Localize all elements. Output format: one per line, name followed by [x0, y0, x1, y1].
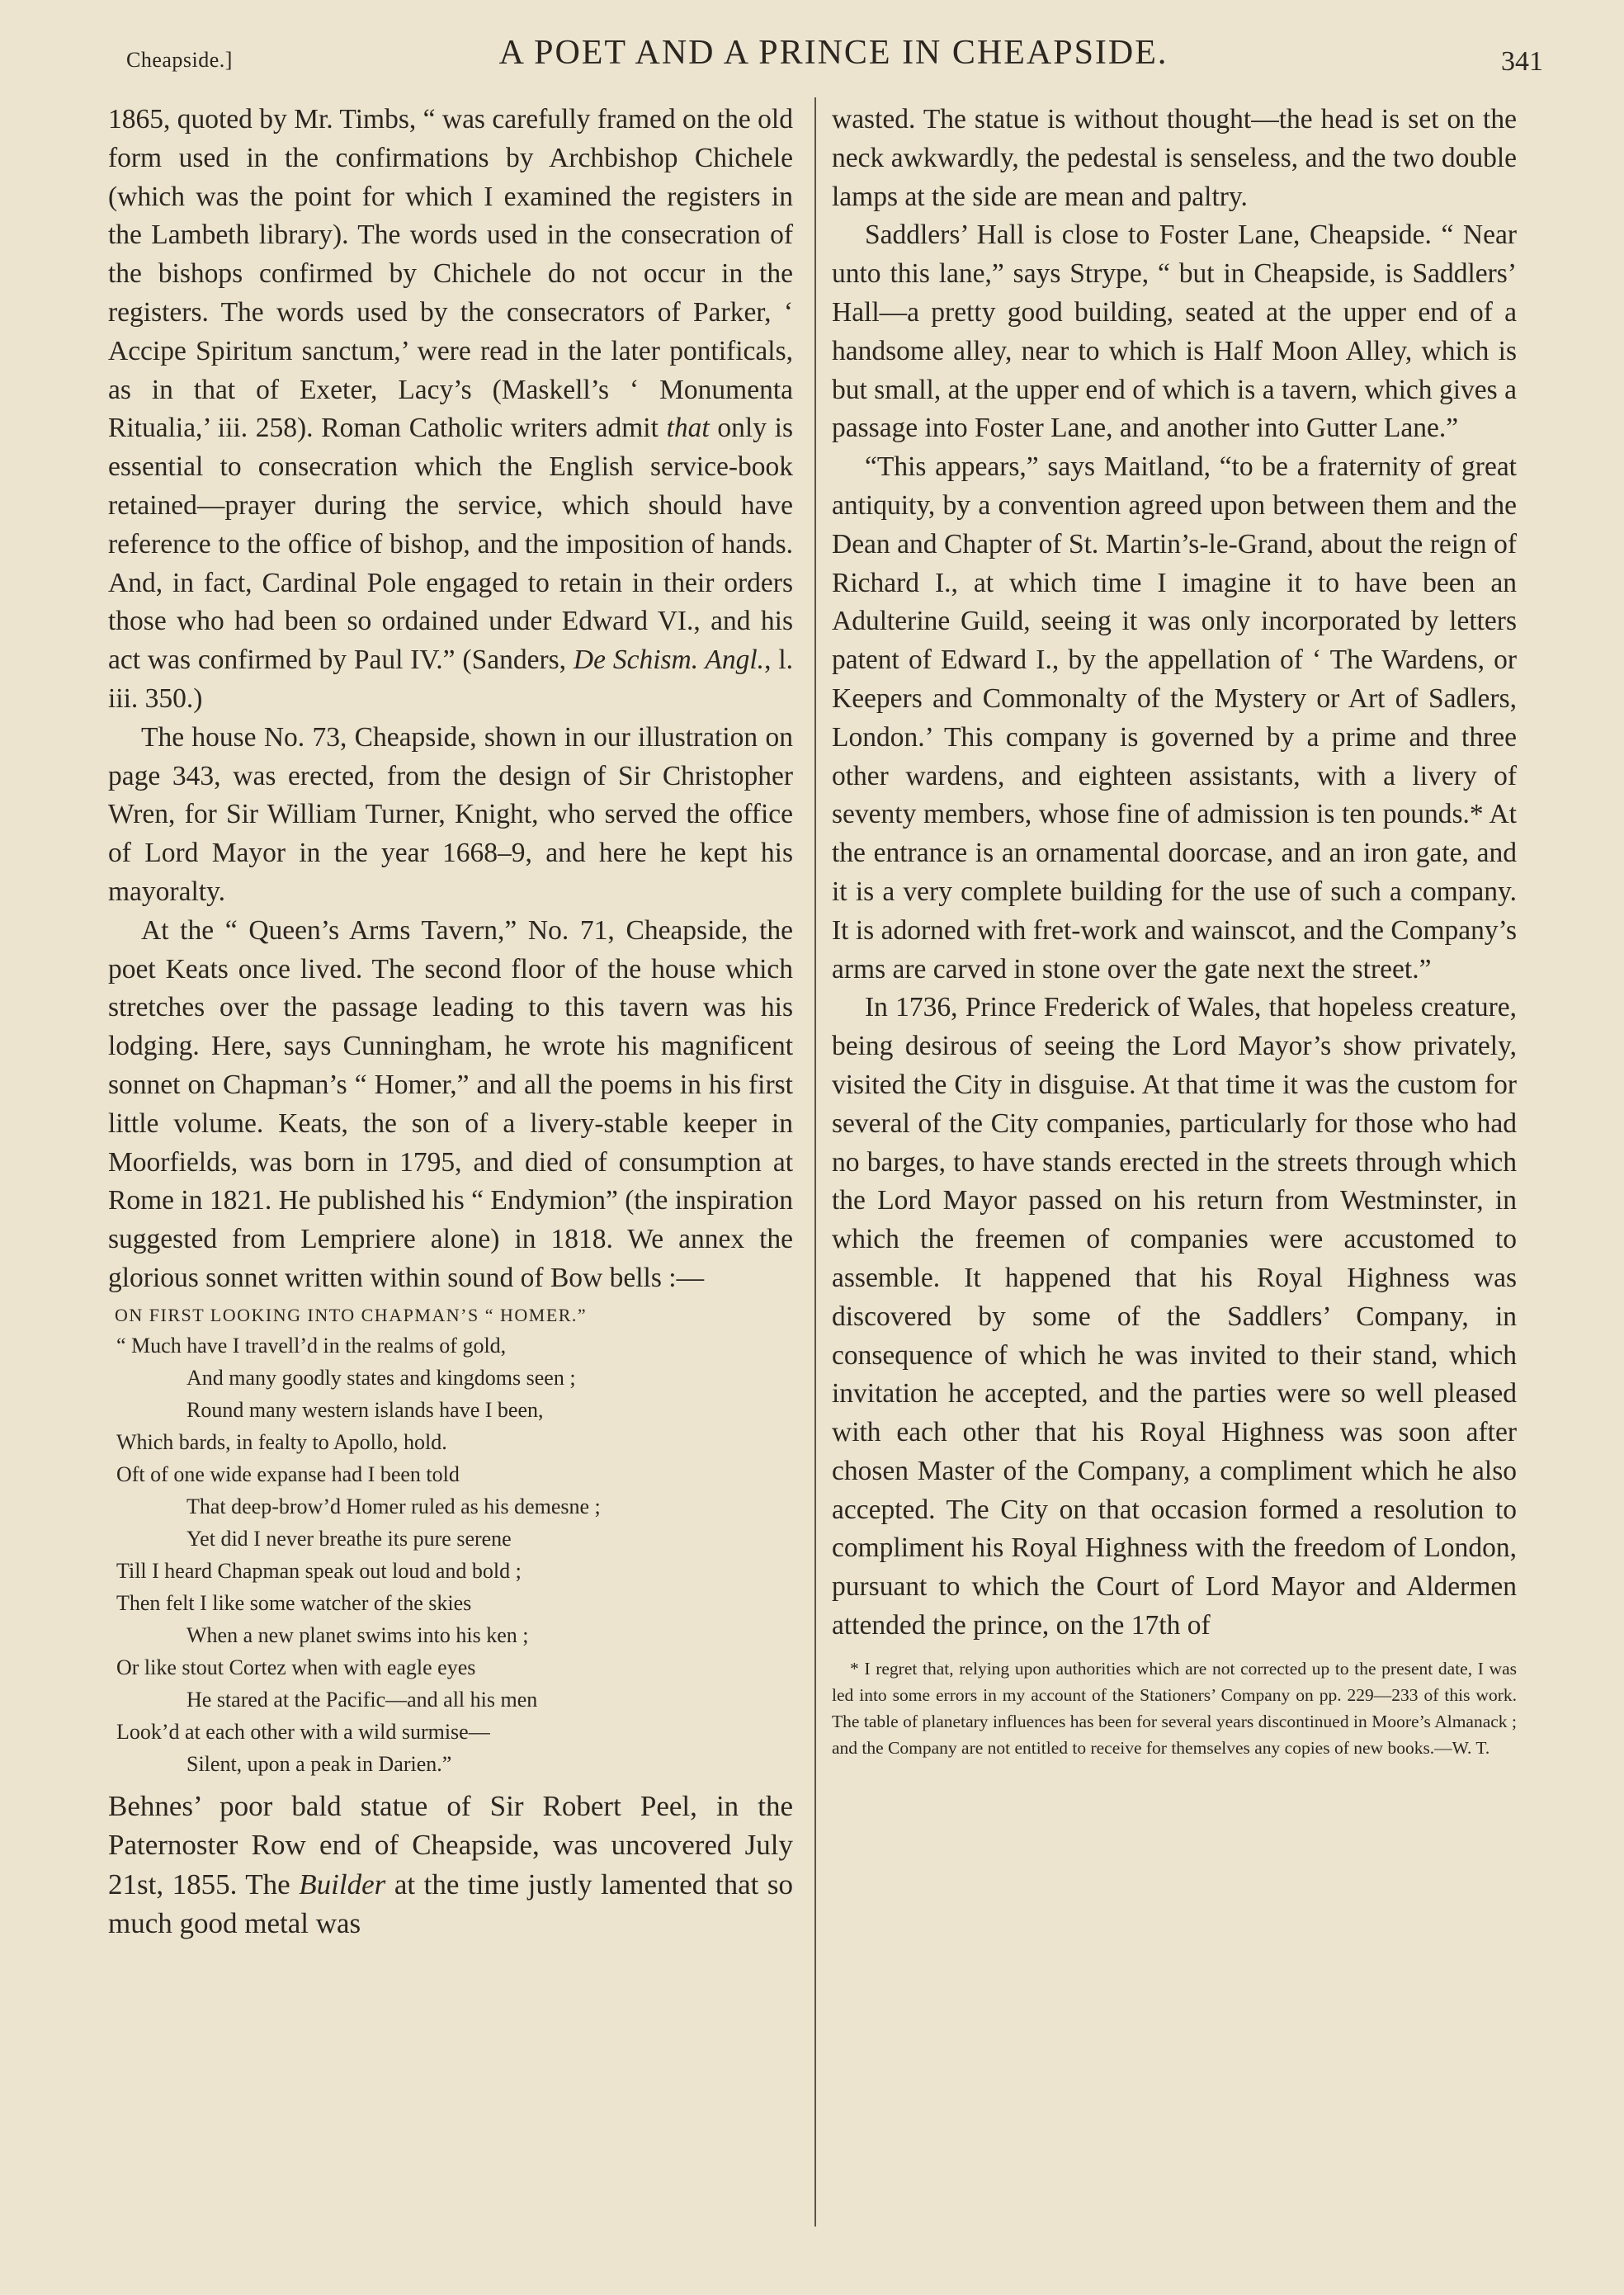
page-title: A POET AND A PRINCE IN CHEAPSIDE. — [498, 34, 1168, 72]
sonnet-line: Oft of one wide expanse had I been told — [116, 1462, 460, 1486]
sonnet-line: Round many western islands have I been, — [186, 1397, 544, 1422]
text-run: Behnes’ poor bald statue of Sir Robert Peel, in the Paternoster Row end of Cheapside, was uncovered July 21st, 1855. The — [108, 1789, 793, 1901]
paragraph-quotation — [108, 101, 793, 719]
sonnet-line: He stared at the Pacific—and all his men — [186, 1687, 538, 1712]
paragraph-house-no73: The house No. 73, Cheapside, shown in our illustration on page 343, was erected, from the design of Sir Christopher Wren, for Sir William Turner, Knight, who served the office of Lord Mayor in the year 1668–9, and here he kept his mayoralty. — [108, 721, 793, 907]
running-header — [124, 30, 1543, 79]
page-number: 341 — [1501, 46, 1543, 77]
paragraph-saddlers-hall: Saddlers’ Hall is close to Foster Lane, Cheapside. “ Near unto this lane,” says Strype, “ but in Cheapside, is Saddlers’ Hall—a pretty good building, seated at the upper end of a handsome alley, near to which is Half Moon Alley, which is but small, at the upper end of which is a tavern, which gives a passage into Foster Lane, and another into Gutter Lane.” — [832, 220, 1517, 444]
sonnet-title: ON FIRST LOOKING INTO CHAPMAN’S “ HOMER.” — [115, 1304, 588, 1325]
paragraph-peel-statue — [108, 1787, 793, 1943]
text-run: only is essential to consecration which the English service-book retained—prayer during the service, which should have reference to the office of bishop, and the imposition of hands. And, in fact, Cardinal Pole engaged to retain in their orders those who had been so ordained under Edward VI., and his act was confirmed by Paul IV.” (Sanders, — [108, 413, 793, 676]
sonnet-line: Look’d at each other with a wild surmise— — [116, 1719, 490, 1744]
italic-citation: De Schism. Angl. — [573, 645, 765, 676]
footnote-separator — [832, 1646, 1517, 1655]
paragraph-maitland: “This appears,” says Maitland, “to be a fraternity of great antiquity, by a convention agreed upon between them and the Dean and Chapter of St. Martin’s-le-Grand, about the reign of Richard I., at which time I imagine it to have been an Adulterine Guild, seeing it was only incorporated by letters patent of Edward I., by the appellation of ‘ The Wardens, or Keepers and Commonalty of the Mystery or Art of Sadlers, London.’ This company is governed by a prime and three other wardens, and eighteen assistants, with a livery of seventy members, whose fine of admission is ten pounds.* At the entrance is an ornamental doorcase, and an iron gate, and it is a very complete building for the use of such a company. It is adorned with fret-work and wainscot, and the Company’s arms are carved in stone over the gate next the street.” — [832, 451, 1517, 985]
italic-run: Builder — [299, 1868, 386, 1901]
paragraph-prince-frederick: In 1736, Prince Frederick of Wales, that hopeless creature, being desirous of seeing the Lord Mayor’s show privately, visited the City in disguise. At that time it was the custom for several of the City companies, particularly for those who had no barges, to have stands erected in the streets through which the Lord Mayor passed on his return from Westminster, in which the freemen of companies were accustomed to assemble. It happened that his Royal Highness was discovered by some of the Saddlers’ Company, in consequence of which he was invited to their stand, which invitation he accepted, and the parties were so well pleased with each other that his Royal Highness was soon after chosen Master of the Company, a compliment which he also accepted. The City on that occasion formed a resolution to compliment his Royal Highness with the freedom of London, pursuant to which the Court of Lord Mayor and Aldermen attended the prince, on the 17th of — [832, 992, 1517, 1641]
sonnet-line: Or like stout Cortez when with eagle eyes — [116, 1655, 476, 1679]
text-run: , l. iii. 350.) — [108, 645, 794, 714]
italic-run: that — [666, 413, 710, 444]
sonnet-line: “ Much have I travell’d in the realms of gold, — [116, 1333, 507, 1358]
left-column — [108, 101, 793, 1943]
sonnet-line: Yet did I never breathe its pure serene — [186, 1526, 512, 1551]
sonnet-line: That deep-brow’d Homer ruled as his demesne ; — [186, 1494, 601, 1518]
text-run: at the time justly lamented that so much good metal was — [108, 1868, 793, 1940]
sonnet-line: Then felt I like some watcher of the skies — [116, 1590, 472, 1615]
sonnet-line: When a new planet swims into his ken ; — [186, 1622, 529, 1647]
text-run: 1865, quoted by Mr. Timbs, “ was carefully framed on the old form used in the confirmations by Archbishop Chichele (which was the point for which I examined the registers in the Lambeth library). The words used in the consecration of the bishops confirmed by Chichele do not occur in the registers. The words used by the consecrators of Parker, ‘ Accipe Spiritum sanctum,’ were read in the later pontificals, as in that of Exeter, Lacy’s (Maskell’s ‘ Monumenta Ritualia,’ iii. 258). Roman Catholic writers admit — [108, 104, 793, 444]
sonnet-line: Silent, upon a peak in Darien.” — [186, 1751, 452, 1776]
sonnet-line: And many goodly states and kingdoms seen ; — [186, 1365, 576, 1390]
sonnet — [108, 1305, 793, 1780]
paragraph-keats: At the “ Queen’s Arms Tavern,” No. 71, Cheapside, the poet Keats once lived. The second floor of the house which stretches over the passage leading to this tavern was his lodging. Here, says Cunningham, he wrote his magnificent sonnet on Chapman’s “ Homer,” and all the poems in his first little volume. Keats, the son of a livery-stable keeper in Moorfields, was born in 1795, and died of consumption at Rome in 1821. He published his “ Endymion” (the inspiration suggested from Lempriere alone) in 1818. We annex the glorious sonnet written within sound of Bow bells :— — [108, 914, 793, 1293]
column-divider — [814, 97, 816, 2227]
paragraph-statue-cont: wasted. The statue is without thought—the head is set on the neck awkwardly, the pedestal is senseless, and the two double lamps at the side are mean and paltry. — [832, 104, 1517, 212]
sonnet-line: Till I heard Chapman speak out loud and bold ; — [116, 1558, 522, 1583]
right-column — [832, 101, 1517, 1761]
footnote: * I regret that, relying upon authorities which are not corrected up to the present date, I was led into some errors in my account of the Stationers’ Company on pp. 229—233 of this work. The table of planetary influences has been for several years discontinued in Moore’s Almanack ; and the Company are not entitled to receive for themselves any copies of new books.—W. T. — [832, 1658, 1517, 1758]
section-label: Cheapside.] — [126, 48, 233, 72]
sonnet-line: Which bards, in fealty to Apollo, hold. — [116, 1429, 447, 1454]
